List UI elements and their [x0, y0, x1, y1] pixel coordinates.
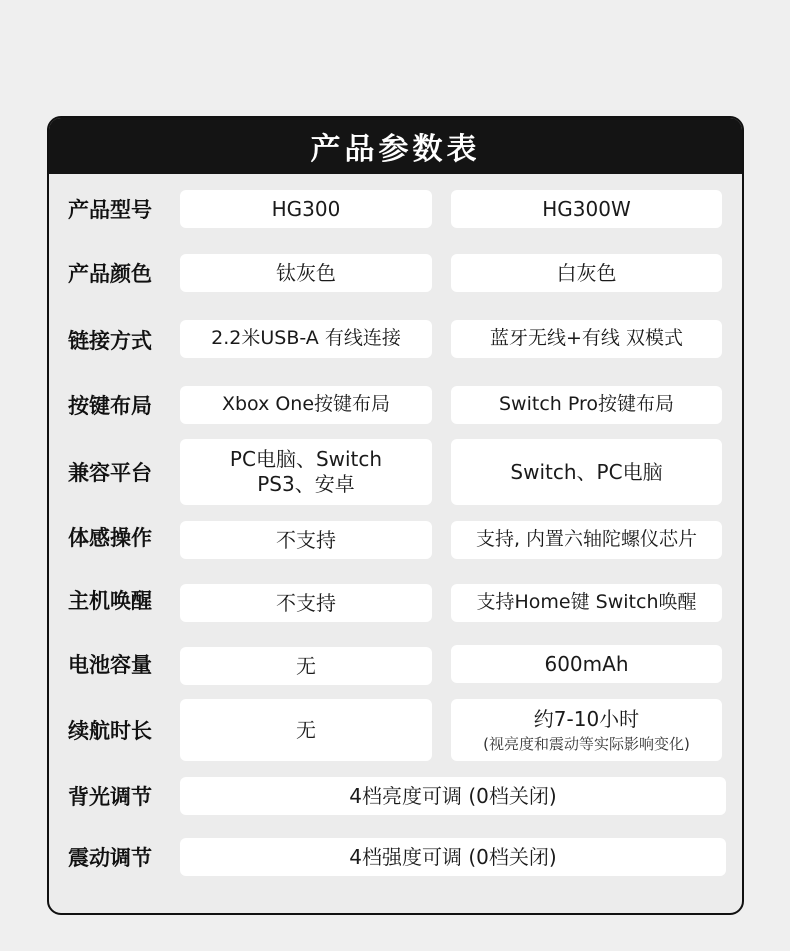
cell-motion-col1: 不支持 [180, 521, 432, 559]
row-label-platforms: 兼容平台 [68, 461, 152, 485]
cell-button-layout-col1: Xbox One按键布局 [180, 386, 432, 424]
cell-endurance-col2 [451, 699, 722, 761]
row-label-connection: 链接方式 [68, 329, 152, 353]
row-label-backlight: 背光调节 [68, 785, 152, 809]
row-label-model: 产品型号 [68, 198, 152, 222]
row-label-motion: 体感操作 [68, 526, 152, 550]
cell-endurance-col2-line1: 约7-10小时 [533, 706, 640, 731]
cell-wake-col1: 不支持 [180, 584, 432, 622]
cell-backlight-merged: 4档亮度可调 (0档关闭) [180, 777, 726, 815]
cell-connection-col2: 蓝牙无线+有线 双模式 [451, 320, 722, 358]
cell-button-layout-col2: Switch Pro按键布局 [451, 386, 722, 424]
table-title: 产品参数表 [49, 118, 742, 174]
cell-model-col2: HG300W [451, 190, 722, 228]
row-label-color: 产品颜色 [68, 262, 152, 286]
cell-vibration-merged: 4档强度可调 (0档关闭) [180, 838, 726, 876]
cell-color-col2: 白灰色 [451, 254, 722, 292]
cell-platforms-col1 [180, 439, 432, 505]
cell-battery-col1: 无 [180, 647, 432, 685]
cell-model-col1: HG300 [180, 190, 432, 228]
cell-platforms-col1-line1: PC电脑、Switch [229, 447, 383, 471]
row-label-button-layout: 按键布局 [68, 394, 152, 418]
row-label-battery: 电池容量 [68, 653, 152, 677]
cell-connection-col1: 2.2米USB-A 有线连接 [180, 320, 432, 358]
cell-endurance-col1: 无 [180, 699, 432, 761]
row-label-wake: 主机唤醒 [68, 589, 152, 613]
cell-motion-col2: 支持, 内置六轴陀螺仪芯片 [451, 521, 722, 559]
cell-wake-col2: 支持Home键 Switch唤醒 [451, 584, 722, 622]
row-label-vibration: 震动调节 [68, 846, 152, 870]
cell-platforms-col2: Switch、PC电脑 [451, 439, 722, 505]
cell-endurance-col2-note: (视亮度和震动等实际影响变化) [483, 734, 690, 753]
cell-color-col1: 钛灰色 [180, 254, 432, 292]
cell-platforms-col1-line2: PS3、安卓 [257, 472, 355, 496]
spec-table-card [47, 116, 744, 915]
row-label-endurance: 续航时长 [68, 719, 152, 743]
cell-battery-col2: 600mAh [451, 645, 722, 683]
